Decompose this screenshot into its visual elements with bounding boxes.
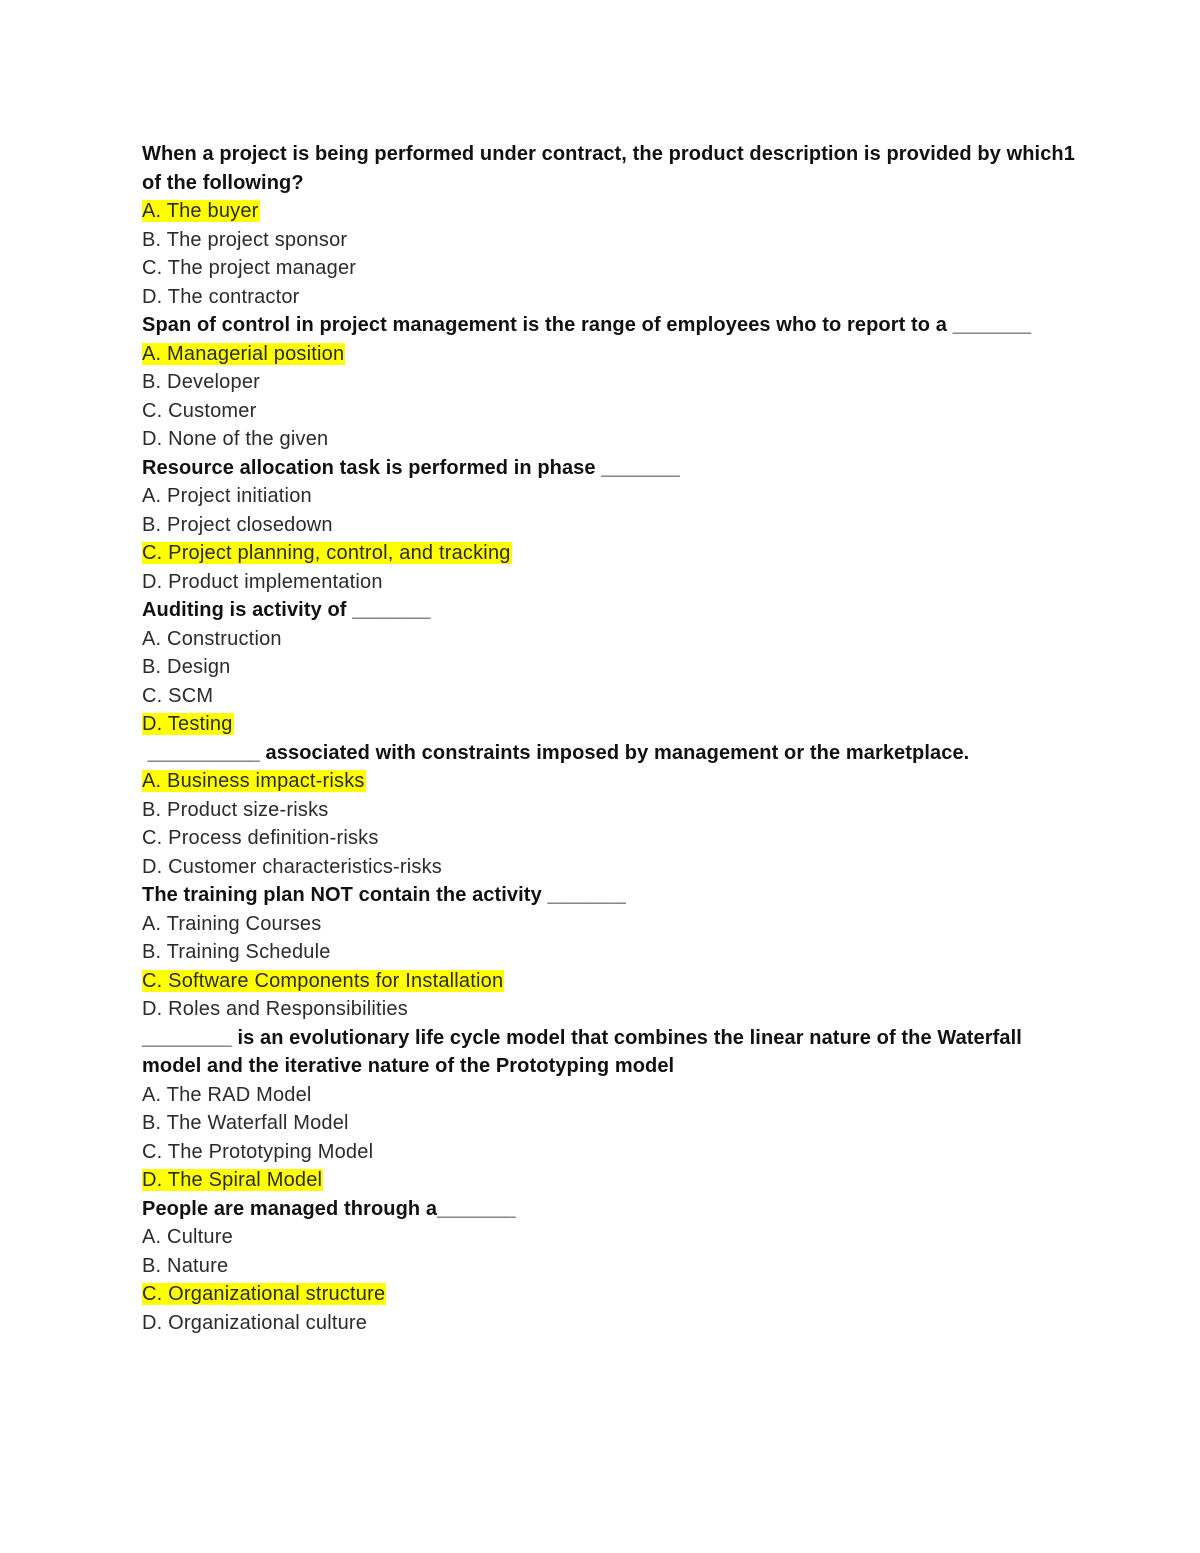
answer-option: D. The Spiral Model: [142, 1169, 323, 1191]
answer-option: C. Customer: [142, 399, 257, 422]
question-text: ________ is an evolutionary life cycle model that combines the linear nature of the Waterfall model and the iterative nature of the Prototyping model: [142, 1026, 1028, 1077]
answer-option: D. The contractor: [142, 285, 300, 308]
question-block: [142, 739, 1082, 882]
answer-option: C. Organizational structure: [142, 1283, 386, 1305]
question-block: [142, 596, 1082, 739]
question-block: [142, 881, 1082, 1024]
document-page: [142, 140, 1082, 1337]
question-block: [142, 140, 1082, 311]
answer-option: D. Customer characteristics-risks: [142, 855, 442, 878]
answer-option: A. Construction: [142, 627, 282, 650]
answer-option: A. Training Courses: [142, 912, 322, 935]
answer-option: B. Training Schedule: [142, 941, 331, 963]
answer-option: A. Business impact-risks: [142, 770, 365, 792]
answer-option: B. Nature: [142, 1254, 229, 1277]
answer-option: C. Software Components for Installation: [142, 969, 504, 992]
answer-option: A. Managerial position: [142, 342, 345, 365]
answer-option: B. Project closedown: [142, 513, 333, 536]
question-text: __________ associated with constraints imposed by management or the marketplace.: [142, 741, 970, 764]
answer-option: A. The buyer: [142, 200, 259, 222]
answer-option: C. Project planning, control, and tracking: [142, 542, 511, 564]
answer-option: B. Product size-risks: [142, 798, 329, 821]
question-text: When a project is being performed under contract, the product description is provided by which1 of the following?: [142, 143, 1081, 194]
question-block: [142, 454, 1082, 597]
question-block: [142, 1195, 1082, 1338]
answer-option: C. The Prototyping Model: [142, 1140, 374, 1163]
question-block: [142, 311, 1082, 454]
answer-option: D. Testing: [142, 713, 233, 735]
answer-option: D. Roles and Responsibilities: [142, 998, 408, 1020]
answer-option: A. Culture: [142, 1226, 233, 1248]
question-text: People are managed through a_______: [142, 1197, 516, 1220]
answer-option: C. SCM: [142, 684, 214, 707]
answer-option: B. The Waterfall Model: [142, 1112, 349, 1134]
question-block: [142, 1024, 1082, 1195]
answer-option: B. Design: [142, 656, 231, 678]
question-text: Resource allocation task is performed in phase _______: [142, 456, 680, 479]
answer-option: B. Developer: [142, 371, 261, 393]
question-text: The training plan NOT contain the activity _______: [142, 884, 627, 906]
answer-option: D. None of the given: [142, 428, 329, 450]
answer-option: C. The project manager: [142, 257, 357, 279]
answer-option: D. Product implementation: [142, 570, 383, 593]
answer-option: A. The RAD Model: [142, 1083, 312, 1106]
question-text: Span of control in project management is the range of employees who to report to a _______: [142, 314, 1032, 336]
answer-option: B. The project sponsor: [142, 228, 348, 251]
answer-option: C. Process definition-risks: [142, 827, 379, 849]
answer-option: A. Project initiation: [142, 485, 312, 507]
question-text: Auditing is activity of _______: [142, 599, 431, 621]
answer-option: D. Organizational culture: [142, 1311, 368, 1334]
